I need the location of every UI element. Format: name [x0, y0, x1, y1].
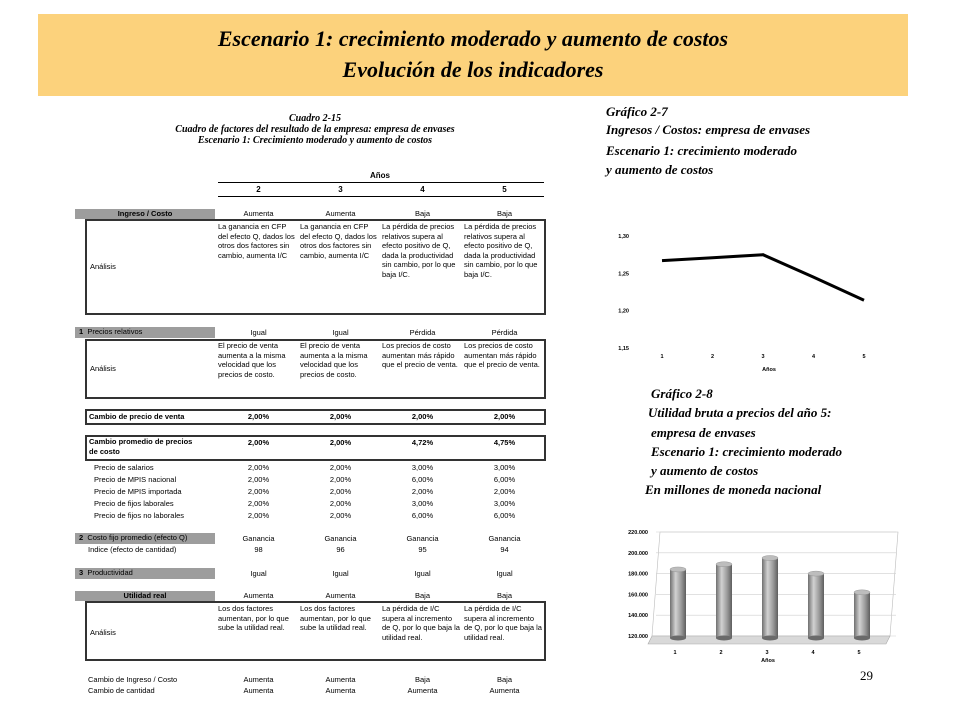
line-chart-y-tick: 1,15	[618, 346, 629, 352]
detalle-value: 6,00%	[411, 511, 434, 520]
bar-chart-y-tick: 120.000	[628, 634, 648, 640]
year-header: 5	[502, 185, 507, 194]
precios-value: Pérdida	[409, 328, 436, 337]
bar-top	[762, 556, 778, 561]
detalle-value: 3,00%	[411, 463, 434, 472]
detalle-value: 2,00%	[493, 487, 516, 496]
bar-top	[670, 567, 686, 572]
cambio-costo-label: Cambio promedio de precios de costo	[89, 437, 193, 456]
ingreso-value: Aumenta	[325, 209, 356, 218]
years-rule-bottom	[218, 196, 544, 197]
cuadro-title: Cuadro de factores del resultado de la empresa: empresa de envases	[175, 124, 455, 135]
bar-chart-y-tick: 180.000	[628, 571, 648, 578]
detalle-value: 2,00%	[329, 511, 352, 520]
grafico2-scenario-cont: y aumento de costos	[651, 463, 759, 478]
analisis-text: Los precios de costo aumentan más rápido que el precio de venta.	[464, 341, 540, 370]
detalle-value: 2,00%	[329, 499, 352, 508]
costo-fijo-value: Ganancia	[406, 534, 439, 543]
bar	[854, 590, 870, 641]
detalle-value: 2,00%	[329, 463, 352, 472]
utilidad-value: Aumenta	[325, 591, 356, 600]
detalle-label: Precio de salarios	[94, 463, 154, 472]
cambio-venta-label: Cambio de precio de venta	[89, 412, 185, 421]
bar-chart-x-tick: 5	[857, 650, 861, 656]
bar-chart-y-tick: 200.000	[628, 550, 648, 557]
cambio-costo-value: 2,00%	[247, 438, 270, 447]
year-header: 3	[338, 185, 343, 194]
factor-number: 3	[79, 568, 84, 577]
utilidad-value: Aumenta	[243, 591, 274, 600]
detalle-label: Precio de fijos laborales	[94, 499, 174, 508]
line-chart-y-tick: 1,30	[618, 234, 629, 240]
detalle-value: 2,00%	[411, 487, 434, 496]
utilidad-value: Baja	[496, 591, 512, 600]
cambio-cantidad-value: Aumenta	[489, 686, 520, 695]
line-chart-x-tick: 4	[811, 354, 816, 360]
bar-base	[808, 636, 824, 641]
grafico2-title: Utilidad bruta a precios del año 5:	[648, 405, 832, 420]
cambio-ic-value: Baja	[496, 675, 512, 684]
bar-chart-x-tick: 1	[673, 650, 677, 656]
cuadro-scenario: Escenario 1: Crecimiento moderado y aumento de costos	[197, 135, 433, 146]
line-chart-y-tick: 1,20	[618, 308, 629, 315]
cambio-venta-value: 2,00%	[247, 412, 270, 421]
cambio-venta-value: 2,00%	[411, 412, 434, 421]
bar-base	[670, 636, 686, 641]
bar	[808, 571, 824, 640]
line-chart-x-tick: 3	[761, 354, 765, 360]
detalle-value: 6,00%	[493, 511, 516, 520]
cambio-cantidad-value: Aumenta	[407, 686, 438, 695]
analisis-text: Los dos factores aumentan, por lo que sube la utilidad real.	[300, 604, 371, 633]
cambio-cantidad-value: Aumenta	[243, 686, 274, 695]
analisis-text: Los precios de costo aumentan más rápido que el precio de venta.	[382, 341, 458, 370]
bar-chart-xlabel: Años	[761, 658, 775, 664]
cambio-cantidad-label: Cambio de cantidad	[88, 686, 155, 695]
detalle-value: 6,00%	[493, 475, 516, 484]
utilidad-value: Baja	[414, 591, 430, 600]
ingreso-costo-label: Ingreso / Costo	[75, 209, 215, 219]
cambio-ic-value: Baja	[414, 675, 430, 684]
utilidad-bruta-bar-chart	[612, 528, 912, 668]
bar-top	[716, 562, 732, 567]
ingreso-value: Baja	[414, 209, 430, 218]
indice-label: Indice (efecto de cantidad)	[88, 545, 177, 554]
analisis-text: La pérdida de I/C supera al incremento de Q, por lo que baja la utilidad real.	[464, 604, 542, 642]
line-chart-x-tick: 2	[710, 354, 715, 360]
utilidad-real-label: Utilidad real	[75, 591, 215, 601]
indice-value: 95	[418, 545, 427, 554]
bar-top	[808, 571, 824, 576]
cuadro-number: Cuadro 2-15	[289, 113, 341, 124]
cambio-ic-value: Aumenta	[243, 675, 274, 684]
grafico2-company: empresa de envases	[651, 425, 756, 440]
analisis-text: La pérdida de precios relativos supera al efecto positivo de Q, dada la productividad sin cambio, por lo que baja I/C.	[464, 222, 538, 279]
indice-value: 98	[254, 545, 263, 554]
years-rule	[218, 182, 544, 183]
indice-value: 94	[500, 545, 509, 554]
precios-value: Igual	[250, 328, 267, 337]
line-chart-x-tick: 1	[660, 354, 664, 360]
costo-fijo-value: Ganancia	[324, 534, 357, 543]
bar	[716, 562, 732, 641]
precios-value: Pérdida	[491, 328, 518, 337]
bar-chart-y-tick: 160.000	[628, 592, 648, 599]
year-header: 2	[256, 185, 261, 194]
bar-chart-x-tick: 3	[765, 650, 769, 656]
analisis-text: Los dos factores aumentan, por lo que sube la utilidad real.	[218, 604, 289, 633]
cambio-costo-value: 4,72%	[411, 438, 434, 447]
costo-fijo-row-label	[75, 533, 215, 544]
cambio-costo-value: 2,00%	[329, 438, 352, 447]
grafico2-scenario: Escenario 1: crecimiento moderado	[651, 444, 843, 459]
detalle-value: 2,00%	[329, 487, 352, 496]
indice-value: 96	[336, 545, 345, 554]
slide-subtitle: Evolución de los indicadores	[342, 57, 604, 82]
analisis-text: El precio de venta aumenta a la misma velocidad que los precios de costo.	[218, 341, 286, 379]
costo-fijo-value: Ganancia	[242, 534, 275, 543]
bar-chart-x-tick: 2	[719, 650, 723, 656]
ingresos-costos-line-chart	[600, 222, 920, 382]
grafico1-scenario: Escenario 1: crecimiento moderado	[606, 143, 798, 158]
grafico1-scenario-cont: y aumento de costos	[606, 162, 714, 177]
grafico1-title: Ingresos / Costos: empresa de envases	[606, 122, 811, 137]
cambio-ic-label: Cambio de Ingreso / Costo	[88, 675, 178, 684]
productividad-value: Igual	[414, 569, 431, 578]
analisis-text: La ganancia en CFP del efecto Q, dados los otros dos factores sin cambio, aumenta I/C	[218, 222, 295, 260]
detalle-value: 3,00%	[411, 499, 434, 508]
detalle-value: 2,00%	[247, 463, 270, 472]
productividad-value: Igual	[496, 569, 513, 578]
bar-body	[670, 569, 686, 638]
bar-base	[762, 636, 778, 641]
cambio-venta-value: 2,00%	[493, 412, 516, 421]
line-chart-x-tick: 5	[862, 354, 866, 360]
bar-body	[716, 564, 732, 638]
productividad-value: Igual	[250, 569, 267, 578]
bar-body	[808, 574, 824, 638]
grafico1-number: Gráfico 2-7	[606, 104, 668, 119]
bar-body	[854, 592, 870, 638]
analisis-text: El precio de venta aumenta a la misma velocidad que los precios de costo.	[300, 341, 368, 379]
cambio-ic-value: Aumenta	[325, 675, 356, 684]
detalle-value: 2,00%	[247, 511, 270, 520]
page-number: 29	[860, 668, 873, 683]
years-label: Años	[370, 171, 390, 180]
detalle-value: 3,00%	[493, 499, 516, 508]
detalle-value: 3,00%	[493, 463, 516, 472]
detalle-value: 2,00%	[247, 499, 270, 508]
analisis-label: Análisis	[90, 262, 116, 271]
cambio-venta-value: 2,00%	[329, 412, 352, 421]
detalle-value: 2,00%	[247, 475, 270, 484]
slide-title: Escenario 1: crecimiento moderado y aumento de costos	[217, 26, 729, 51]
analisis-text: La pérdida de I/C supera al incremento de Q, por lo que baja la utilidad real.	[382, 604, 460, 642]
detalle-value: 2,00%	[247, 487, 270, 496]
bar-chart-y-tick: 140.000	[628, 613, 648, 620]
precios-value: Igual	[332, 328, 349, 337]
analisis-label: Análisis	[90, 628, 116, 637]
bar-chart-y-tick: 220.000	[628, 530, 648, 536]
ingresos-costos-series-line	[662, 255, 864, 301]
detalle-label: Precio de MPIS nacional	[94, 475, 177, 484]
analisis-label: Análisis	[90, 364, 116, 373]
factor-number: 2	[79, 533, 84, 542]
detalle-label: Precio de MPIS importada	[94, 487, 182, 496]
line-chart-y-tick: 1,25	[618, 271, 629, 278]
bar-base	[716, 636, 732, 641]
ingreso-value: Aumenta	[243, 209, 274, 218]
cambio-cantidad-value: Aumenta	[325, 686, 356, 695]
bar-base	[854, 636, 870, 641]
line-chart-xlabel: Años	[762, 367, 776, 373]
year-header: 4	[420, 185, 425, 194]
slide-title-banner	[38, 14, 908, 96]
detalle-label: Precio de fijos no laborales	[94, 511, 185, 520]
analisis-text: La pérdida de precios relativos supera al efecto positivo de Q, dada la productividad sin cambio, por lo que baja I/C.	[382, 222, 456, 279]
grafico2-units: En millones de moneda nacional	[645, 482, 822, 497]
bar-body	[762, 558, 778, 638]
costo-fijo-value: Ganancia	[488, 534, 521, 543]
cambio-costo-value: 4,75%	[493, 438, 516, 447]
detalle-value: 2,00%	[329, 475, 352, 484]
bar-top	[854, 590, 870, 595]
productividad-label: Productividad	[87, 568, 133, 577]
factor-number: 1	[79, 327, 84, 336]
bar	[670, 567, 686, 641]
productividad-row-label	[75, 568, 215, 579]
costo-fijo-label: Costo fijo promedio (efecto Q)	[87, 533, 188, 542]
analisis-text: La ganancia en CFP del efecto Q, dados los otros dos factores sin cambio, aumenta I/C	[300, 222, 377, 260]
bar-chart-x-tick: 4	[811, 650, 815, 656]
grafico2-number: Gráfico 2-8	[651, 386, 713, 401]
ingreso-value: Baja	[496, 209, 512, 218]
precios-relativos-label: Precios relativos	[87, 327, 143, 336]
precios-relativos-row-label	[75, 327, 215, 338]
productividad-value: Igual	[332, 569, 349, 578]
detalle-value: 6,00%	[411, 475, 434, 484]
bar	[762, 556, 778, 641]
